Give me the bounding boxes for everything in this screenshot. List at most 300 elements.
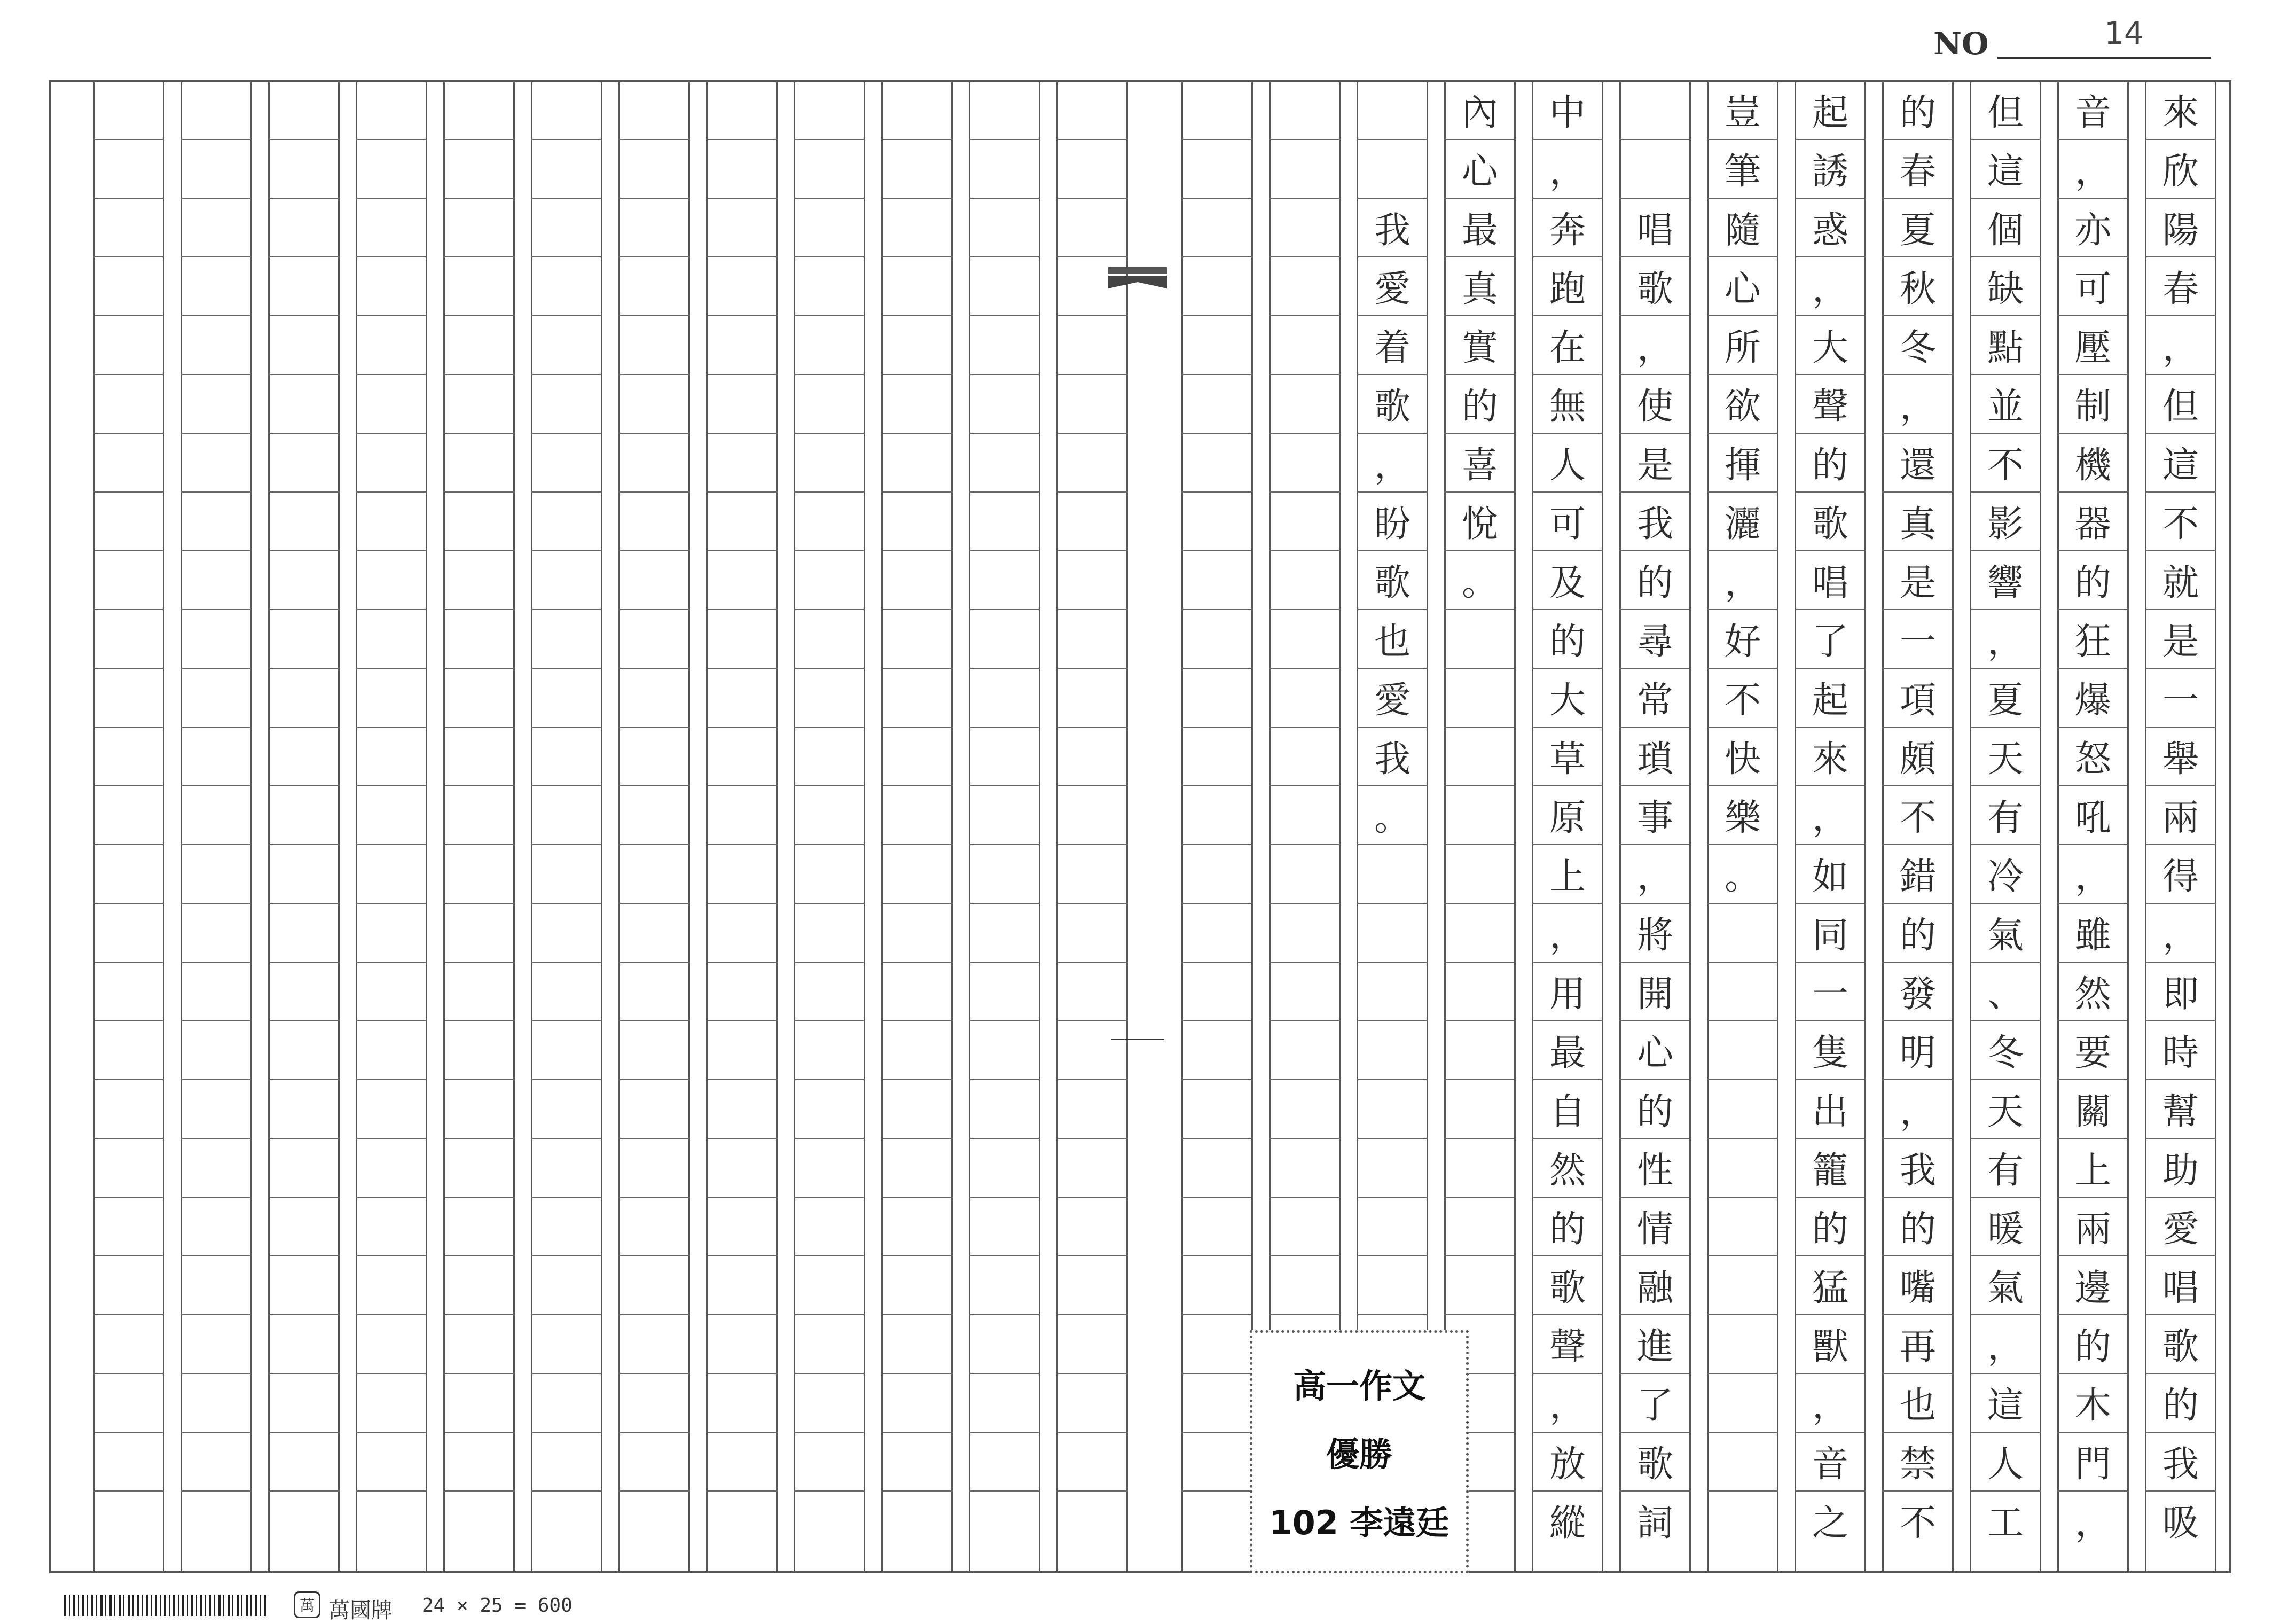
manuscript-character: ，: [1374, 444, 1410, 487]
grid-row-line: [794, 1079, 865, 1080]
grid-row-line: [443, 198, 515, 199]
grid-row-line: [1707, 1373, 1778, 1374]
manuscript-character: 一: [1899, 620, 1936, 663]
grid-row-line: [1269, 1020, 1341, 1021]
manuscript-character: 唱: [1636, 209, 1673, 252]
grid-row-line: [1056, 1432, 1128, 1433]
grid-row-line: [1056, 844, 1128, 845]
grid-row-line: [443, 1138, 515, 1139]
manuscript-character: 愛: [2162, 1208, 2199, 1251]
manuscript-character: 。: [1724, 855, 1761, 898]
grid-row-line: [1707, 962, 1778, 963]
grid-row-line: [1707, 1197, 1778, 1198]
grid-row-line: [969, 1432, 1040, 1433]
grid-row-line: [1444, 785, 1516, 786]
grid-row-line: [181, 1197, 252, 1198]
grid-row-line: [93, 1197, 164, 1198]
grid-row-line: [531, 1314, 602, 1315]
manuscript-character: 再: [1899, 1325, 1936, 1368]
grid-row-line: [1181, 256, 1253, 257]
manuscript-character: 雖: [2074, 914, 2111, 957]
manuscript-character: 可: [1549, 503, 1586, 545]
grid-row-line: [1269, 198, 1341, 199]
manuscript-character: 發: [1899, 973, 1936, 1016]
grid-row-line: [268, 491, 340, 493]
grid-row-line: [1181, 668, 1253, 669]
grid-row-line: [531, 550, 602, 551]
grid-row-line: [356, 1020, 427, 1021]
grid-row-line: [1444, 1314, 1516, 1315]
grid-row-line: [1056, 550, 1128, 551]
grid-row-line: [1269, 1255, 1341, 1256]
manuscript-character: 然: [2074, 973, 2111, 1016]
grid-row-line: [181, 668, 252, 669]
grid-row-line: [969, 256, 1040, 257]
manuscript-character: 的: [1636, 1090, 1673, 1133]
grid-row-line: [181, 1138, 252, 1139]
grid-row-line: [356, 903, 427, 904]
page-number-value: 14: [2104, 15, 2144, 51]
manuscript-character: ，: [2162, 326, 2199, 369]
grid-row-line: [618, 1490, 690, 1492]
grid-row-line: [181, 315, 252, 316]
grid-row-line: [969, 550, 1040, 551]
grid-row-line: [969, 727, 1040, 728]
grid-row-line: [93, 1373, 164, 1374]
grid-row-line: [93, 1432, 164, 1433]
grid-row-line: [706, 256, 778, 257]
grid-spec: 24 × 25 = 600: [422, 1595, 573, 1617]
grid-row-line: [268, 668, 340, 669]
grid-row-line: [443, 256, 515, 257]
grid-row-line: [356, 550, 427, 551]
paper-footer: [64, 1589, 652, 1621]
grid-row-line: [881, 1255, 953, 1256]
fold-marker-icon: [1108, 267, 1167, 294]
manuscript-character: 不: [1899, 1502, 1936, 1544]
grid-row-line: [268, 256, 340, 257]
manuscript-character: 天: [1987, 738, 2024, 780]
grid-row-line: [1181, 1490, 1253, 1492]
manuscript-character: 實: [1461, 326, 1498, 369]
grid-row-line: [1181, 785, 1253, 786]
manuscript-character: 揮: [1724, 444, 1761, 487]
grid-row-line: [1357, 1138, 1428, 1139]
grid-row-line: [531, 256, 602, 257]
grid-column: [531, 80, 602, 1573]
grid-row-line: [1056, 1079, 1128, 1080]
grid-row-line: [618, 491, 690, 493]
grid-row-line: [1269, 374, 1341, 375]
grid-row-line: [1181, 903, 1253, 904]
manuscript-character: 冬: [1899, 326, 1936, 369]
manuscript-character: 怒: [2074, 738, 2111, 780]
grid-row-line: [181, 139, 252, 140]
grid-column: [706, 80, 778, 1573]
grid-row-line: [531, 374, 602, 375]
grid-row-line: [618, 256, 690, 257]
grid-row-line: [1444, 1197, 1516, 1198]
manuscript-character: 縱: [1549, 1502, 1586, 1544]
manuscript-character: 要: [2074, 1032, 2111, 1074]
manuscript-character: 舉: [2162, 738, 2199, 780]
grid-row-line: [1181, 609, 1253, 610]
grid-row-line: [1444, 903, 1516, 904]
manuscript-character: 欣: [2162, 150, 2199, 193]
fold-divider: [1111, 1039, 1164, 1041]
page-number-underline: [1997, 57, 2211, 59]
grid-column: [268, 80, 340, 1573]
grid-row-line: [181, 844, 252, 845]
grid-row-line: [1181, 139, 1253, 140]
grid-row-line: [443, 668, 515, 669]
grid-row-line: [881, 785, 953, 786]
grid-row-line: [969, 1079, 1040, 1080]
grid-row-line: [881, 903, 953, 904]
manuscript-character: 大: [1549, 679, 1586, 722]
brand-name: 萬國牌: [328, 1598, 393, 1623]
manuscript-character: 起: [1812, 679, 1848, 722]
manuscript-character: 隻: [1812, 1032, 1848, 1074]
grid-row-line: [93, 844, 164, 845]
grid-row-line: [706, 1020, 778, 1021]
grid-row-line: [706, 198, 778, 199]
grid-row-line: [93, 550, 164, 551]
grid-row-line: [969, 609, 1040, 610]
grid-row-line: [706, 609, 778, 610]
grid-row-line: [1056, 727, 1128, 728]
grid-row-line: [1707, 1255, 1778, 1256]
grid-row-line: [443, 1373, 515, 1374]
manuscript-character: ，: [1812, 1384, 1848, 1427]
grid-row-line: [443, 1079, 515, 1080]
grid-row-line: [531, 315, 602, 316]
grid-row-line: [618, 668, 690, 669]
manuscript-character: ，: [2162, 914, 2199, 957]
grid-column: [1056, 80, 1128, 1573]
grid-row-line: [1444, 668, 1516, 669]
grid-row-line: [268, 1373, 340, 1374]
manuscript-character: 歌: [1549, 1267, 1586, 1309]
grid-row-line: [1181, 1138, 1253, 1139]
manuscript-character: 這: [1987, 1384, 2024, 1427]
grid-row-line: [181, 727, 252, 728]
manuscript-character: 的: [2074, 1325, 2111, 1368]
grid-row-line: [1056, 139, 1128, 140]
grid-row-line: [881, 1314, 953, 1315]
grid-row-line: [531, 727, 602, 728]
grid-row-line: [268, 1020, 340, 1021]
manuscript-character: 幫: [2162, 1090, 2199, 1133]
grid-row-line: [181, 374, 252, 375]
manuscript-character: 夏: [1987, 679, 2024, 722]
manuscript-character: ，: [1636, 855, 1673, 898]
grid-row-line: [356, 668, 427, 669]
manuscript-character: 的: [1812, 1208, 1848, 1251]
manuscript-character: 唱: [2162, 1267, 2199, 1309]
manuscript-character: 心: [1724, 268, 1761, 310]
manuscript-character: 的: [1899, 914, 1936, 957]
grid-row-line: [706, 1373, 778, 1374]
grid-row-line: [1444, 609, 1516, 610]
grid-row-line: [1056, 1138, 1128, 1139]
manuscript-character: 筆: [1724, 150, 1761, 193]
grid-row-line: [93, 433, 164, 434]
grid-row-line: [531, 785, 602, 786]
manuscript-character: 誘: [1812, 150, 1848, 193]
grid-row-line: [618, 1079, 690, 1080]
manuscript-character: 我: [1899, 1149, 1936, 1192]
grid-row-line: [794, 374, 865, 375]
manuscript-character: 我: [2162, 1443, 2199, 1486]
grid-column: [794, 80, 865, 1573]
manuscript-character: 但: [2162, 385, 2199, 428]
grid-row-line: [618, 1314, 690, 1315]
manuscript-character: 春: [1899, 150, 1936, 193]
grid-row-line: [1181, 962, 1253, 963]
award-student: 102 李遠廷: [1269, 1503, 1449, 1543]
grid-row-line: [794, 139, 865, 140]
grid-row-line: [969, 1490, 1040, 1492]
grid-row-line: [706, 962, 778, 963]
manuscript-character: 如: [1812, 855, 1848, 898]
manuscript-character: 所: [1724, 326, 1761, 369]
grid-row-line: [93, 315, 164, 316]
grid-row-line: [618, 374, 690, 375]
grid-row-line: [356, 1432, 427, 1433]
grid-row-line: [1357, 844, 1428, 845]
grid-row-line: [1357, 962, 1428, 963]
manuscript-character: 性: [1636, 1149, 1673, 1192]
manuscript-character: 禁: [1899, 1443, 1936, 1486]
grid-row-line: [881, 1138, 953, 1139]
manuscript-character: 但: [1987, 91, 2024, 134]
manuscript-character: 喜: [1461, 444, 1498, 487]
manuscript-character: 之: [1812, 1502, 1848, 1544]
grid-row-line: [93, 491, 164, 493]
manuscript-character: 草: [1549, 738, 1586, 780]
grid-row-line: [1357, 1314, 1428, 1315]
grid-row-line: [1357, 1197, 1428, 1198]
manuscript-character: 助: [2162, 1149, 2199, 1192]
manuscript-character: 愛: [1374, 679, 1410, 722]
grid-row-line: [93, 668, 164, 669]
grid-row-line: [618, 1138, 690, 1139]
grid-row-line: [531, 198, 602, 199]
manuscript-character: 灑: [1724, 503, 1761, 545]
grid-row-line: [93, 785, 164, 786]
grid-row-line: [443, 1314, 515, 1315]
grid-row-line: [1181, 1197, 1253, 1198]
manuscript-character: ，: [1549, 914, 1586, 957]
manuscript-character: 明: [1899, 1032, 1936, 1074]
grid-row-line: [706, 903, 778, 904]
grid-column: [93, 80, 164, 1573]
grid-row-line: [1056, 198, 1128, 199]
manuscript-character: ，: [1987, 620, 2024, 663]
grid-row-line: [93, 609, 164, 610]
grid-row-line: [93, 1255, 164, 1256]
grid-row-line: [969, 1314, 1040, 1315]
manuscript-character: ，: [1899, 385, 1936, 428]
grid-row-line: [706, 1432, 778, 1433]
grid-row-line: [93, 1079, 164, 1080]
manuscript-character: 頗: [1899, 738, 1936, 780]
grid-row-line: [443, 903, 515, 904]
grid-row-line: [356, 139, 427, 140]
award-title: 高一作文: [1292, 1366, 1425, 1406]
grid-row-line: [1181, 727, 1253, 728]
grid-row-line: [1056, 315, 1128, 316]
manuscript-character: 影: [1987, 503, 2024, 545]
grid-row-line: [1056, 785, 1128, 786]
manuscript-character: 最: [1549, 1032, 1586, 1074]
grid-row-line: [268, 785, 340, 786]
manuscript-character: 春: [2162, 268, 2199, 310]
manuscript-character: 人: [1549, 444, 1586, 487]
grid-row-line: [1056, 668, 1128, 669]
grid-row-line: [443, 1255, 515, 1256]
grid-row-line: [356, 609, 427, 610]
grid-row-line: [881, 1490, 953, 1492]
grid-row-line: [268, 844, 340, 845]
grid-row-line: [531, 1197, 602, 1198]
manuscript-character: 常: [1636, 679, 1673, 722]
grid-row-line: [181, 609, 252, 610]
manuscript-character: ，: [1549, 150, 1586, 193]
grid-row-line: [969, 1197, 1040, 1198]
grid-row-line: [1357, 903, 1428, 904]
manuscript-character: 放: [1549, 1443, 1586, 1486]
grid-row-line: [794, 727, 865, 728]
grid-row-line: [181, 903, 252, 904]
manuscript-character: 兩: [2074, 1208, 2111, 1251]
grid-row-line: [794, 256, 865, 257]
grid-row-line: [93, 374, 164, 375]
grid-row-line: [1181, 550, 1253, 551]
manuscript-character: 歌: [1636, 268, 1673, 310]
manuscript-character: 人: [1987, 1443, 2024, 1486]
grid-row-line: [443, 727, 515, 728]
manuscript-character: 瑣: [1636, 738, 1673, 780]
grid-row-line: [356, 1490, 427, 1492]
manuscript-character: 爆: [2074, 679, 2111, 722]
grid-row-line: [618, 315, 690, 316]
grid-row-line: [443, 1020, 515, 1021]
grid-row-line: [268, 1079, 340, 1080]
grid-row-line: [969, 433, 1040, 434]
manuscript-character: 的: [1812, 444, 1848, 487]
manuscript-character: 使: [1636, 385, 1673, 428]
grid-row-line: [1444, 1138, 1516, 1139]
manuscript-character: 也: [1899, 1384, 1936, 1427]
grid-row-line: [443, 844, 515, 845]
manuscript-character: 即: [2162, 973, 2199, 1016]
grid-row-line: [1181, 1079, 1253, 1080]
grid-row-line: [618, 962, 690, 963]
grid-row-line: [1707, 903, 1778, 904]
grid-row-line: [794, 903, 865, 904]
manuscript-character: 缺: [1987, 268, 2024, 310]
grid-row-line: [1707, 1314, 1778, 1315]
manuscript-character: 聲: [1812, 385, 1848, 428]
manuscript-character: 就: [2162, 561, 2199, 604]
manuscript-character: 將: [1636, 914, 1673, 957]
grid-row-line: [1181, 844, 1253, 845]
grid-row-line: [969, 844, 1040, 845]
grid-row-line: [356, 315, 427, 316]
grid-row-line: [1181, 1314, 1253, 1315]
grid-row-line: [794, 1020, 865, 1021]
grid-row-line: [93, 962, 164, 963]
grid-row-line: [1056, 1314, 1128, 1315]
grid-row-line: [1707, 1432, 1778, 1433]
manuscript-character: 歌: [1636, 1443, 1673, 1486]
grid-row-line: [443, 139, 515, 140]
grid-row-line: [268, 1314, 340, 1315]
grid-row-line: [881, 1020, 953, 1021]
grid-row-line: [268, 374, 340, 375]
manuscript-character: 樂: [1724, 797, 1761, 839]
manuscript-character: 起: [1812, 91, 1848, 134]
grid-row-line: [969, 139, 1040, 140]
manuscript-character: 得: [2162, 855, 2199, 898]
grid-row-line: [443, 550, 515, 551]
grid-row-line: [531, 433, 602, 434]
grid-row-line: [531, 844, 602, 845]
grid-row-line: [1056, 433, 1128, 434]
grid-row-line: [1444, 844, 1516, 845]
grid-row-line: [93, 256, 164, 257]
grid-row-line: [1181, 374, 1253, 375]
manuscript-character: 真: [1899, 503, 1936, 545]
grid-row-line: [1707, 1138, 1778, 1139]
grid-row-line: [443, 491, 515, 493]
manuscript-character: 一: [1812, 973, 1848, 1016]
grid-row-line: [181, 491, 252, 493]
grid-column: [881, 80, 953, 1573]
grid-row-line: [706, 374, 778, 375]
manuscript-character: 秋: [1899, 268, 1936, 310]
grid-row-line: [443, 1197, 515, 1198]
grid-row-line: [1357, 1255, 1428, 1256]
grid-row-line: [356, 962, 427, 963]
manuscript-character: 是: [2162, 620, 2199, 663]
manuscript-character: ，: [1636, 326, 1673, 369]
manuscript-character: 獸: [1812, 1325, 1848, 1368]
manuscript-character: 工: [1987, 1502, 2024, 1544]
grid-row-line: [531, 609, 602, 610]
grid-row-line: [443, 1490, 515, 1492]
manuscript-character: 奔: [1549, 209, 1586, 252]
manuscript-character: 的: [1899, 1208, 1936, 1251]
manuscript-character: 無: [1549, 385, 1586, 428]
grid-row-line: [706, 727, 778, 728]
manuscript-character: 的: [1899, 91, 1936, 134]
manuscript-character: 的: [1461, 385, 1498, 428]
manuscript-character: 情: [1636, 1208, 1673, 1251]
manuscript-character: 真: [1461, 268, 1498, 310]
award-rank: 優勝: [1326, 1434, 1392, 1474]
grid-row-line: [181, 962, 252, 963]
grid-row-line: [1181, 491, 1253, 493]
grid-row-line: [1056, 609, 1128, 610]
grid-row-line: [1269, 903, 1341, 904]
grid-row-line: [93, 1314, 164, 1315]
manuscript-character: 來: [1812, 738, 1848, 780]
grid-row-line: [1269, 962, 1341, 963]
grid-row-line: [268, 1197, 340, 1198]
